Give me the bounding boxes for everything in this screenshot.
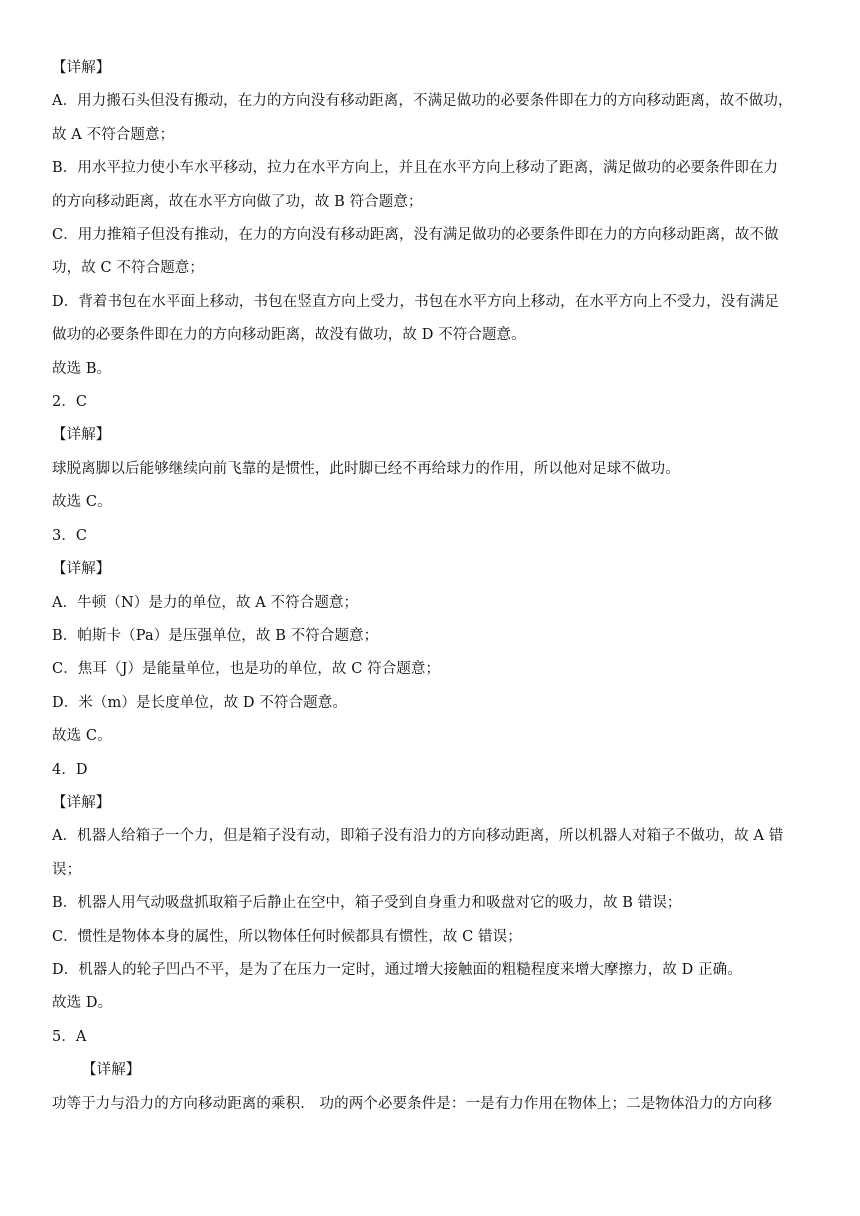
option-c: C．焦耳（J）是能量单位，也是功的单位，故 C 符合题意； [52, 661, 441, 678]
section-heading: 【详解】 [52, 561, 111, 578]
question-number: 3．C [52, 527, 88, 544]
option-d: D．米（m）是长度单位，故 D 不符合题意。 [52, 694, 347, 711]
option-d-line-1: D．背着书包在水平面上移动，书包在竖直方向上受力，书包在水平方向上移动，在水平方向上不受力，没有满足 [52, 293, 780, 310]
option-b-line-1: B．用水平拉力使小车水平移动，拉力在水平方向上，并且在水平方向上移动了距离，满足做功的必要条件即在力 [52, 160, 779, 177]
option-c-line-1: C．用力推箱子但没有推动，在力的方向没有移动距离，没有满足做功的必要条件即在力的方向移动距离，故不做 [52, 227, 779, 244]
option-b: B．帕斯卡（Pa）是压强单位，故 B 不符合题意； [52, 627, 379, 644]
answer-line: 故选 C。 [52, 728, 112, 745]
question-number: 4．D [52, 761, 88, 778]
explanation-text: 球脱离脚以后能够继续向前飞靠的是惯性，此时脚已经不再给球力的作用，所以他对足球不做功。 [52, 460, 680, 477]
option-b: B．机器人用气动吸盘抓取箱子后静止在空中，箱子受到自身重力和吸盘对它的吸力，故 B 错误； [52, 895, 682, 912]
explanation-text: 功等于力与沿力的方向移动距离的乘积． 功的两个必要条件是：一是有力作用在物体上；二是物体沿力的方向移 [52, 1095, 773, 1112]
option-a-line-2: 故 A 不符合题意； [52, 126, 175, 143]
answer-line: 故选 C。 [52, 494, 112, 511]
section-heading: 【详解】 [82, 1062, 141, 1079]
answer-line: 故选 D。 [52, 995, 113, 1012]
question-number: 5．A [52, 1028, 87, 1045]
section-heading: 【详解】 [52, 427, 111, 444]
option-a-line-2: 误； [52, 861, 82, 878]
option-d: D．机器人的轮子凹凸不平，是为了在压力一定时，通过增大接触面的粗糙程度来增大摩擦力，故 D 正确。 [52, 961, 742, 978]
option-c-line-2: 功，故 C 不符合题意； [52, 260, 205, 277]
answer-document [52, 52, 812, 1121]
section-heading: 【详解】 [52, 60, 111, 76]
option-a: A．牛顿（N）是力的单位，故 A 不符合题意； [52, 594, 359, 611]
option-b-line-2: 的方向移动距离，故在水平方向做了功，故 B 符合题意； [52, 193, 423, 210]
question-number: 2．C [52, 394, 88, 411]
option-d-line-2: 做功的必要条件即在力的方向移动距离，故没有做功，故 D 不符合题意。 [52, 327, 526, 344]
option-a-line-1: A．用力搬石头但没有搬动，在力的方向没有移动距离，不满足做功的必要条件即在力的方向移动距离，故不做功， [52, 93, 793, 110]
answer-line: 故选 B。 [52, 360, 112, 377]
option-a-line-1: A．机器人给箱子一个力，但是箱子没有动，即箱子没有沿力的方向移动距离，所以机器人对箱子不做功，故 A 错 [52, 828, 784, 845]
option-c: C．惯性是物体本身的属性，所以物体任何时候都具有惯性，故 C 错误； [52, 928, 522, 945]
section-heading: 【详解】 [52, 794, 111, 811]
